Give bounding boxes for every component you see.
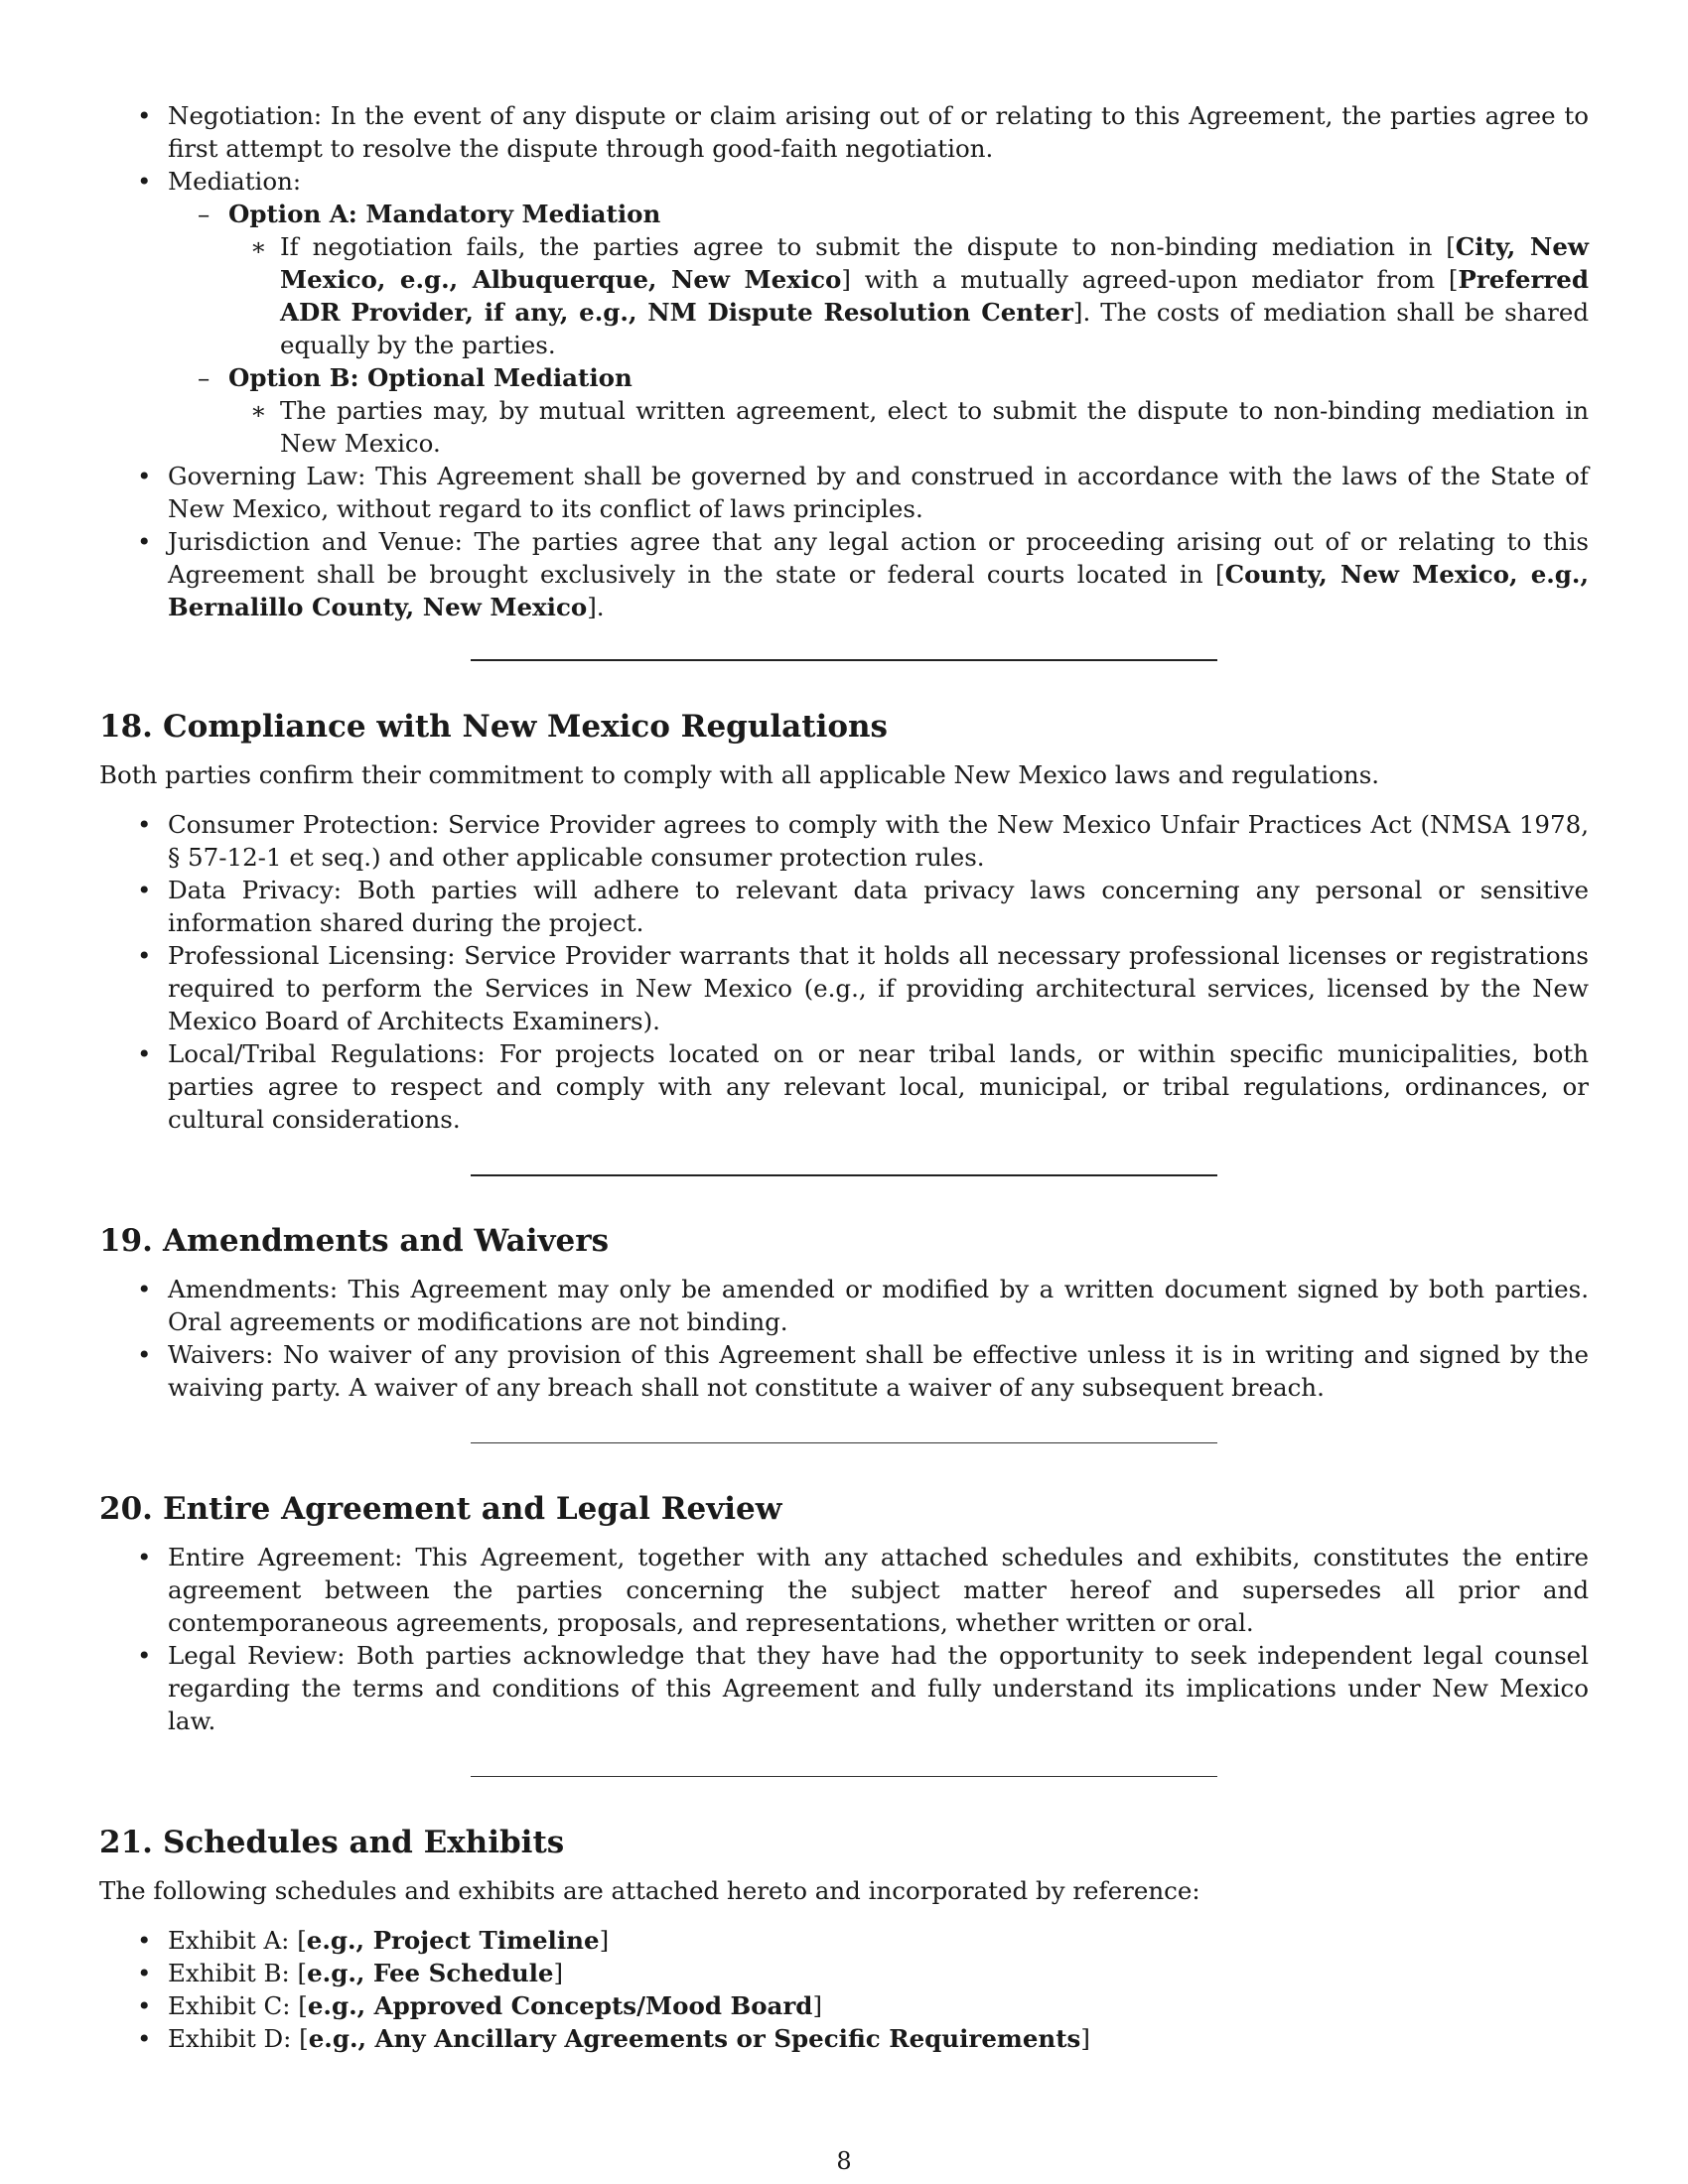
exhibit-value: e.g., Approved Concepts/Mood Board: [307, 1991, 813, 2020]
exhibit-c: [99, 1989, 1589, 2022]
exhibit-a: [99, 1924, 1589, 1957]
list-item: • Professional Licensing: Service Provider warrants that it holds all necessary professional licenses or registrations required to perform the Services in New Mexico (e.g., if providing architectural services, licensed by the New Mexico Board of Architects Examiners).: [99, 939, 1589, 1037]
section-20-list: [99, 1541, 1589, 1737]
option-a-text: [228, 230, 1589, 361]
exhibit-close: ]: [553, 1959, 564, 1987]
section-18-title: Compliance with New Mexico Regulations: [163, 709, 889, 745]
option-a-details: [228, 230, 1589, 361]
mediation-label: Mediation:: [168, 167, 302, 196]
list-item: • Consumer Protection: Service Provider agrees to comply with the New Mexico Unfair Practices Act (NMSA 1978, § 57-12-1 et seq.) and other applicable consumer protection rules.: [99, 808, 1589, 874]
option-a: [168, 198, 1589, 361]
option-a-text-3: ]. The costs of mediation shall be shared equally by the parties.: [280, 298, 1589, 359]
section-20-heading: [99, 1489, 1589, 1529]
option-a-provider: Preferred ADR Provider, if any, e.g., NM Dispute Resolution Center: [280, 265, 1589, 327]
section-19-number: 19.: [99, 1223, 153, 1259]
section-21-number: 21.: [99, 1825, 153, 1860]
list-item: • Legal Review: Both parties acknowledge that they have had the opportunity to seek independent legal counsel regarding the terms and conditions of this Agreement and fully understand its implications under New Mexico law.: [99, 1639, 1589, 1737]
exhibit-value: e.g., Project Timeline: [306, 1926, 600, 1955]
governing-law-item: • Governing Law: This Agreement shall be governed by and construed in accordance with the laws of the State of New Mexico, without regard to its conflict of laws principles.: [99, 460, 1589, 525]
exhibit-b: [99, 1957, 1589, 1989]
exhibit-label: Exhibit B: [: [168, 1959, 308, 1987]
section-19-heading: [99, 1221, 1589, 1261]
list-item: • Entire Agreement: This Agreement, together with any attached schedules and exhibits, constitutes the entire agreement between the parties concerning the subject matter hereof and supersedes all prior and contemporaneous agreements, proposals, and representations, whether written or oral.: [99, 1541, 1589, 1639]
section-18-number: 18.: [99, 709, 153, 745]
option-b-title: Option B: Optional Mediation: [228, 363, 633, 392]
option-a-text-1: If negotiation fails, the parties agree to submit the dispute to non-binding mediation in [: [280, 232, 1456, 261]
section-20-number: 20.: [99, 1491, 153, 1527]
option-b-details: [228, 394, 1589, 460]
exhibit-list: [99, 1924, 1589, 2055]
list-item: • Amendments: This Agreement may only be amended or modified by a written document signed by both parties. Oral agreements or modifications are not binding.: [99, 1273, 1589, 1338]
section-divider: [471, 1174, 1217, 1176]
document-page: [99, 99, 1589, 2055]
option-a-title: Option A: Mandatory Mediation: [228, 200, 661, 228]
mediation-item: [99, 165, 1589, 460]
list-item: • Waivers: No waiver of any provision of this Agreement shall be effective unless it is in writing and signed by the waiving party. A waiver of any breach shall not constitute a waiver of any subsequent breach.: [99, 1338, 1589, 1404]
option-b: [168, 361, 1589, 460]
section-18-heading: [99, 707, 1589, 747]
negotiation-item: • Negotiation: In the event of any dispute or claim arising out of or relating to this Agreement, the parties agree to first attempt to resolve the dispute through good-faith negotiation.: [99, 99, 1589, 165]
exhibit-close: ]: [1080, 2024, 1090, 2053]
venue-text-2: ].: [587, 593, 605, 621]
section-divider: [471, 1442, 1217, 1443]
section-18-list: [99, 808, 1589, 1136]
option-b-text: ∗ The parties may, by mutual written agreement, elect to submit the dispute to non-binding mediation in New Mexico.: [228, 394, 1589, 460]
section-19-title: Amendments and Waivers: [163, 1223, 610, 1259]
option-a-text-2: ] with a mutually agreed-upon mediator from [: [841, 265, 1459, 294]
venue-county: County, New Mexico, e.g., Bernalillo County, New Mexico: [168, 560, 1589, 621]
section-divider: [471, 659, 1217, 661]
section-19-list: [99, 1273, 1589, 1404]
venue-text-1: Jurisdiction and Venue: The parties agree that any legal action or proceeding arising out of or relating to this Agreement shall be brought exclusively in the state or federal courts located in [: [168, 527, 1589, 589]
section-20-title: Entire Agreement and Legal Review: [163, 1491, 782, 1527]
exhibit-d: [99, 2022, 1589, 2055]
venue-item: [99, 525, 1589, 623]
exhibit-value: e.g., Fee Schedule: [307, 1959, 554, 1987]
section-divider: [471, 1776, 1217, 1777]
mediation-options: [168, 198, 1589, 460]
exhibit-value: e.g., Any Ancillary Agreements or Specific Requirements: [308, 2024, 1081, 2053]
page-number: 8: [836, 2147, 852, 2175]
exhibit-label: Exhibit D: [: [168, 2024, 309, 2053]
exhibit-close: ]: [812, 1991, 823, 2020]
section-21-intro: The following schedules and exhibits are attached hereto and incorporated by reference:: [99, 1876, 1200, 1905]
exhibit-label: Exhibit A: [: [168, 1926, 307, 1955]
list-item: • Local/Tribal Regulations: For projects located on or near tribal lands, or within specific municipalities, both parties agree to respect and comply with any relevant local, municipal, or tribal regulations, ordinances, or cultural considerations.: [99, 1037, 1589, 1136]
section-21-heading: [99, 1823, 1589, 1862]
list-item: • Data Privacy: Both parties will adhere to relevant data privacy laws concerning any personal or sensitive information shared during the project.: [99, 874, 1589, 939]
option-a-city: City, New Mexico, e.g., Albuquerque, New Mexico: [280, 232, 1589, 294]
exhibit-close: ]: [599, 1926, 610, 1955]
exhibit-label: Exhibit C: [: [168, 1991, 308, 2020]
dispute-resolution-list: [99, 99, 1589, 623]
section-21-title: Schedules and Exhibits: [163, 1825, 565, 1860]
section-18-intro: Both parties confirm their commitment to comply with all applicable New Mexico laws and regulations.: [99, 760, 1380, 789]
